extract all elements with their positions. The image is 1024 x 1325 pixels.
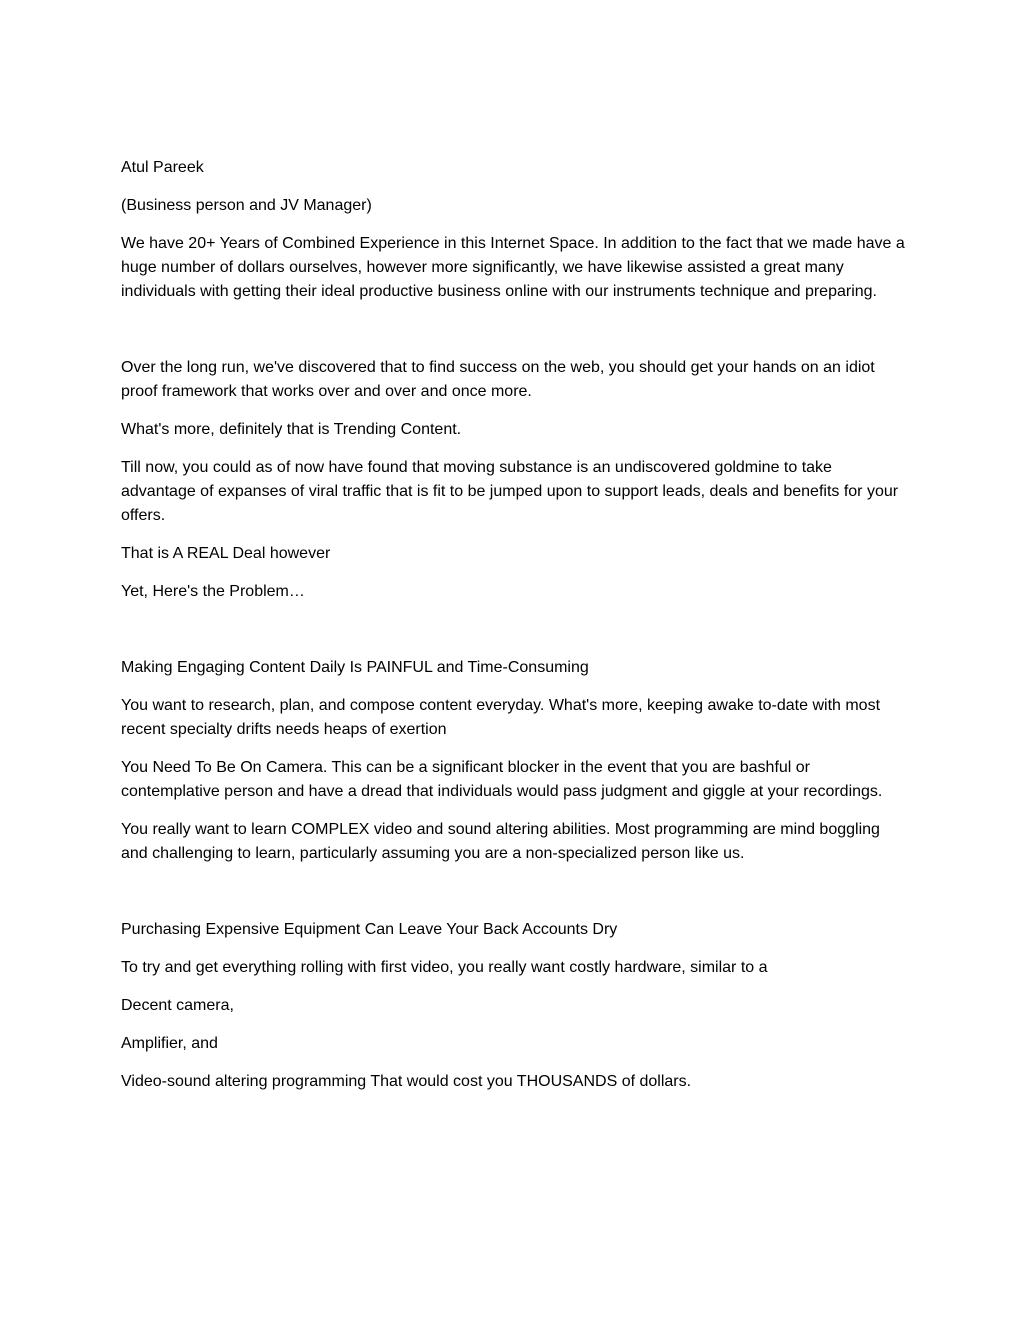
author-role: (Business person and JV Manager): [121, 197, 372, 214]
paragraph-camera: You Need To Be On Camera. This can be a significant blocker in the event that you are bashful or contemplative person and have a dread that individuals would pass judgment and giggle at your recordings.: [121, 759, 883, 800]
blank-line: [121, 618, 905, 642]
blank-line: [121, 880, 905, 904]
blank-line: [121, 318, 905, 342]
paragraph-real-deal: That is A REAL Deal however: [121, 545, 331, 562]
heading-expensive-equipment: Purchasing Expensive Equipment Can Leave Your Back Accounts Dry: [121, 921, 618, 938]
list-item-camera: Decent camera,: [121, 997, 234, 1014]
list-item-amplifier: Amplifier, and: [121, 1035, 218, 1052]
paragraph-experience: We have 20+ Years of Combined Experience in this Internet Space. In addition to the fact that we made have a huge number of dollars ourselves, however more significantly, we have likewise assisted a great many individuals with getting their ideal productive business online with our instruments technique and preparing.: [121, 235, 905, 300]
paragraph-long-run: Over the long run, we've discovered that to find success on the web, you should get your hands on an idiot proof framework that works over and over and once more.: [121, 359, 875, 400]
paragraph-problem: Yet, Here's the Problem…: [121, 583, 305, 600]
paragraph-complex-editing: You really want to learn COMPLEX video and sound altering abilities. Most programming are mind boggling and challenging to learn, particularly assuming you are a non-specialized person like us.: [121, 821, 880, 862]
paragraph-goldmine: Till now, you could as of now have found that moving substance is an undiscovered goldmine to take advantage of expanses of viral traffic that is fit to be jumped upon to support leads, deals and benefits for your offers.: [121, 459, 899, 524]
heading-engaging-content: Making Engaging Content Daily Is PAINFUL and Time-Consuming: [121, 659, 589, 676]
paragraph-research: You want to research, plan, and compose content everyday. What's more, keeping awake to-date with most recent specialty drifts needs heaps of exertion: [121, 697, 881, 738]
document-body: [121, 156, 905, 1108]
paragraph-costly-hardware: To try and get everything rolling with first video, you really want costly hardware, similar to a: [121, 959, 768, 976]
list-item-software: Video-sound altering programming That would cost you THOUSANDS of dollars.: [121, 1073, 692, 1090]
paragraph-trending: What's more, definitely that is Trending Content.: [121, 421, 462, 438]
author-name: Atul Pareek: [121, 159, 204, 176]
